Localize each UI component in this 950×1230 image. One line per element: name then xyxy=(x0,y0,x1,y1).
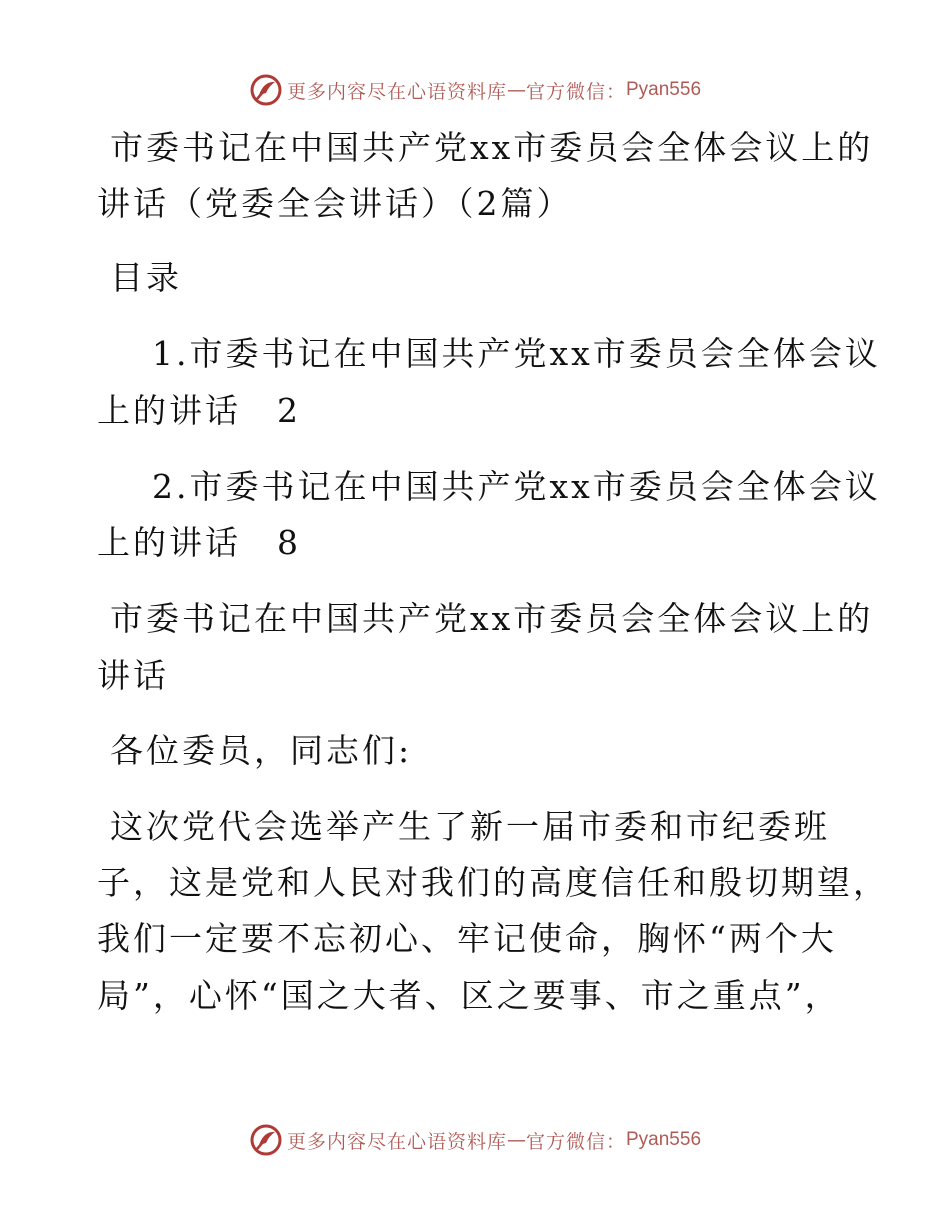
banner-handle: Pyan556 xyxy=(626,79,702,100)
toc-item-2-line-2: 上的讲话 8 xyxy=(97,523,301,562)
banner-main-text: 更多内容尽在心语资料库 xyxy=(286,1130,507,1153)
body-line-1: 这次党代会选举产生了新一届市委和市纪委班 xyxy=(110,807,830,846)
body-line-3: 我们一定要不忘初心、牢记使命，胸怀“两个大 xyxy=(97,919,837,958)
doc-title-line-2: 讲话（党委全会讲话）（2篇） xyxy=(97,184,573,223)
body-line-4: 局”，心怀“国之大者、区之要事、市之重点”， xyxy=(97,976,841,1015)
toc-item-1-line-2: 上的讲话 2 xyxy=(97,391,301,430)
banner-dash: — xyxy=(506,79,526,101)
doc-title-line-1: 市委书记在中国共产党xx市委员会全体会议上的 xyxy=(110,128,874,167)
banner-dash: — xyxy=(506,1129,526,1151)
logo-icon xyxy=(249,1123,283,1157)
salutation: 各位委员，同志们: xyxy=(110,731,413,770)
banner-sub-text: 官方微信： xyxy=(525,80,626,103)
banner-sub-text: 官方微信： xyxy=(525,1130,626,1153)
toc-item-2-line-1: 2.市委书记在中国共产党xx市委员会全体会议 xyxy=(152,467,881,506)
banner-handle: Pyan556 xyxy=(626,1129,702,1150)
header-banner xyxy=(0,70,950,110)
toc-heading: 目录 xyxy=(110,258,182,297)
body-line-2: 子，这是党和人民对我们的高度信任和殷切期望， xyxy=(97,863,889,902)
banner-main-text: 更多内容尽在心语资料库 xyxy=(286,80,507,103)
footer-banner xyxy=(0,1120,950,1160)
logo-icon xyxy=(249,73,283,107)
toc-item-1-line-1: 1.市委书记在中国共产党xx市委员会全体会议 xyxy=(152,334,881,373)
section-title-line-2: 讲话 xyxy=(97,656,169,695)
section-title-line-1: 市委书记在中国共产党xx市委员会全体会议上的 xyxy=(110,599,874,638)
